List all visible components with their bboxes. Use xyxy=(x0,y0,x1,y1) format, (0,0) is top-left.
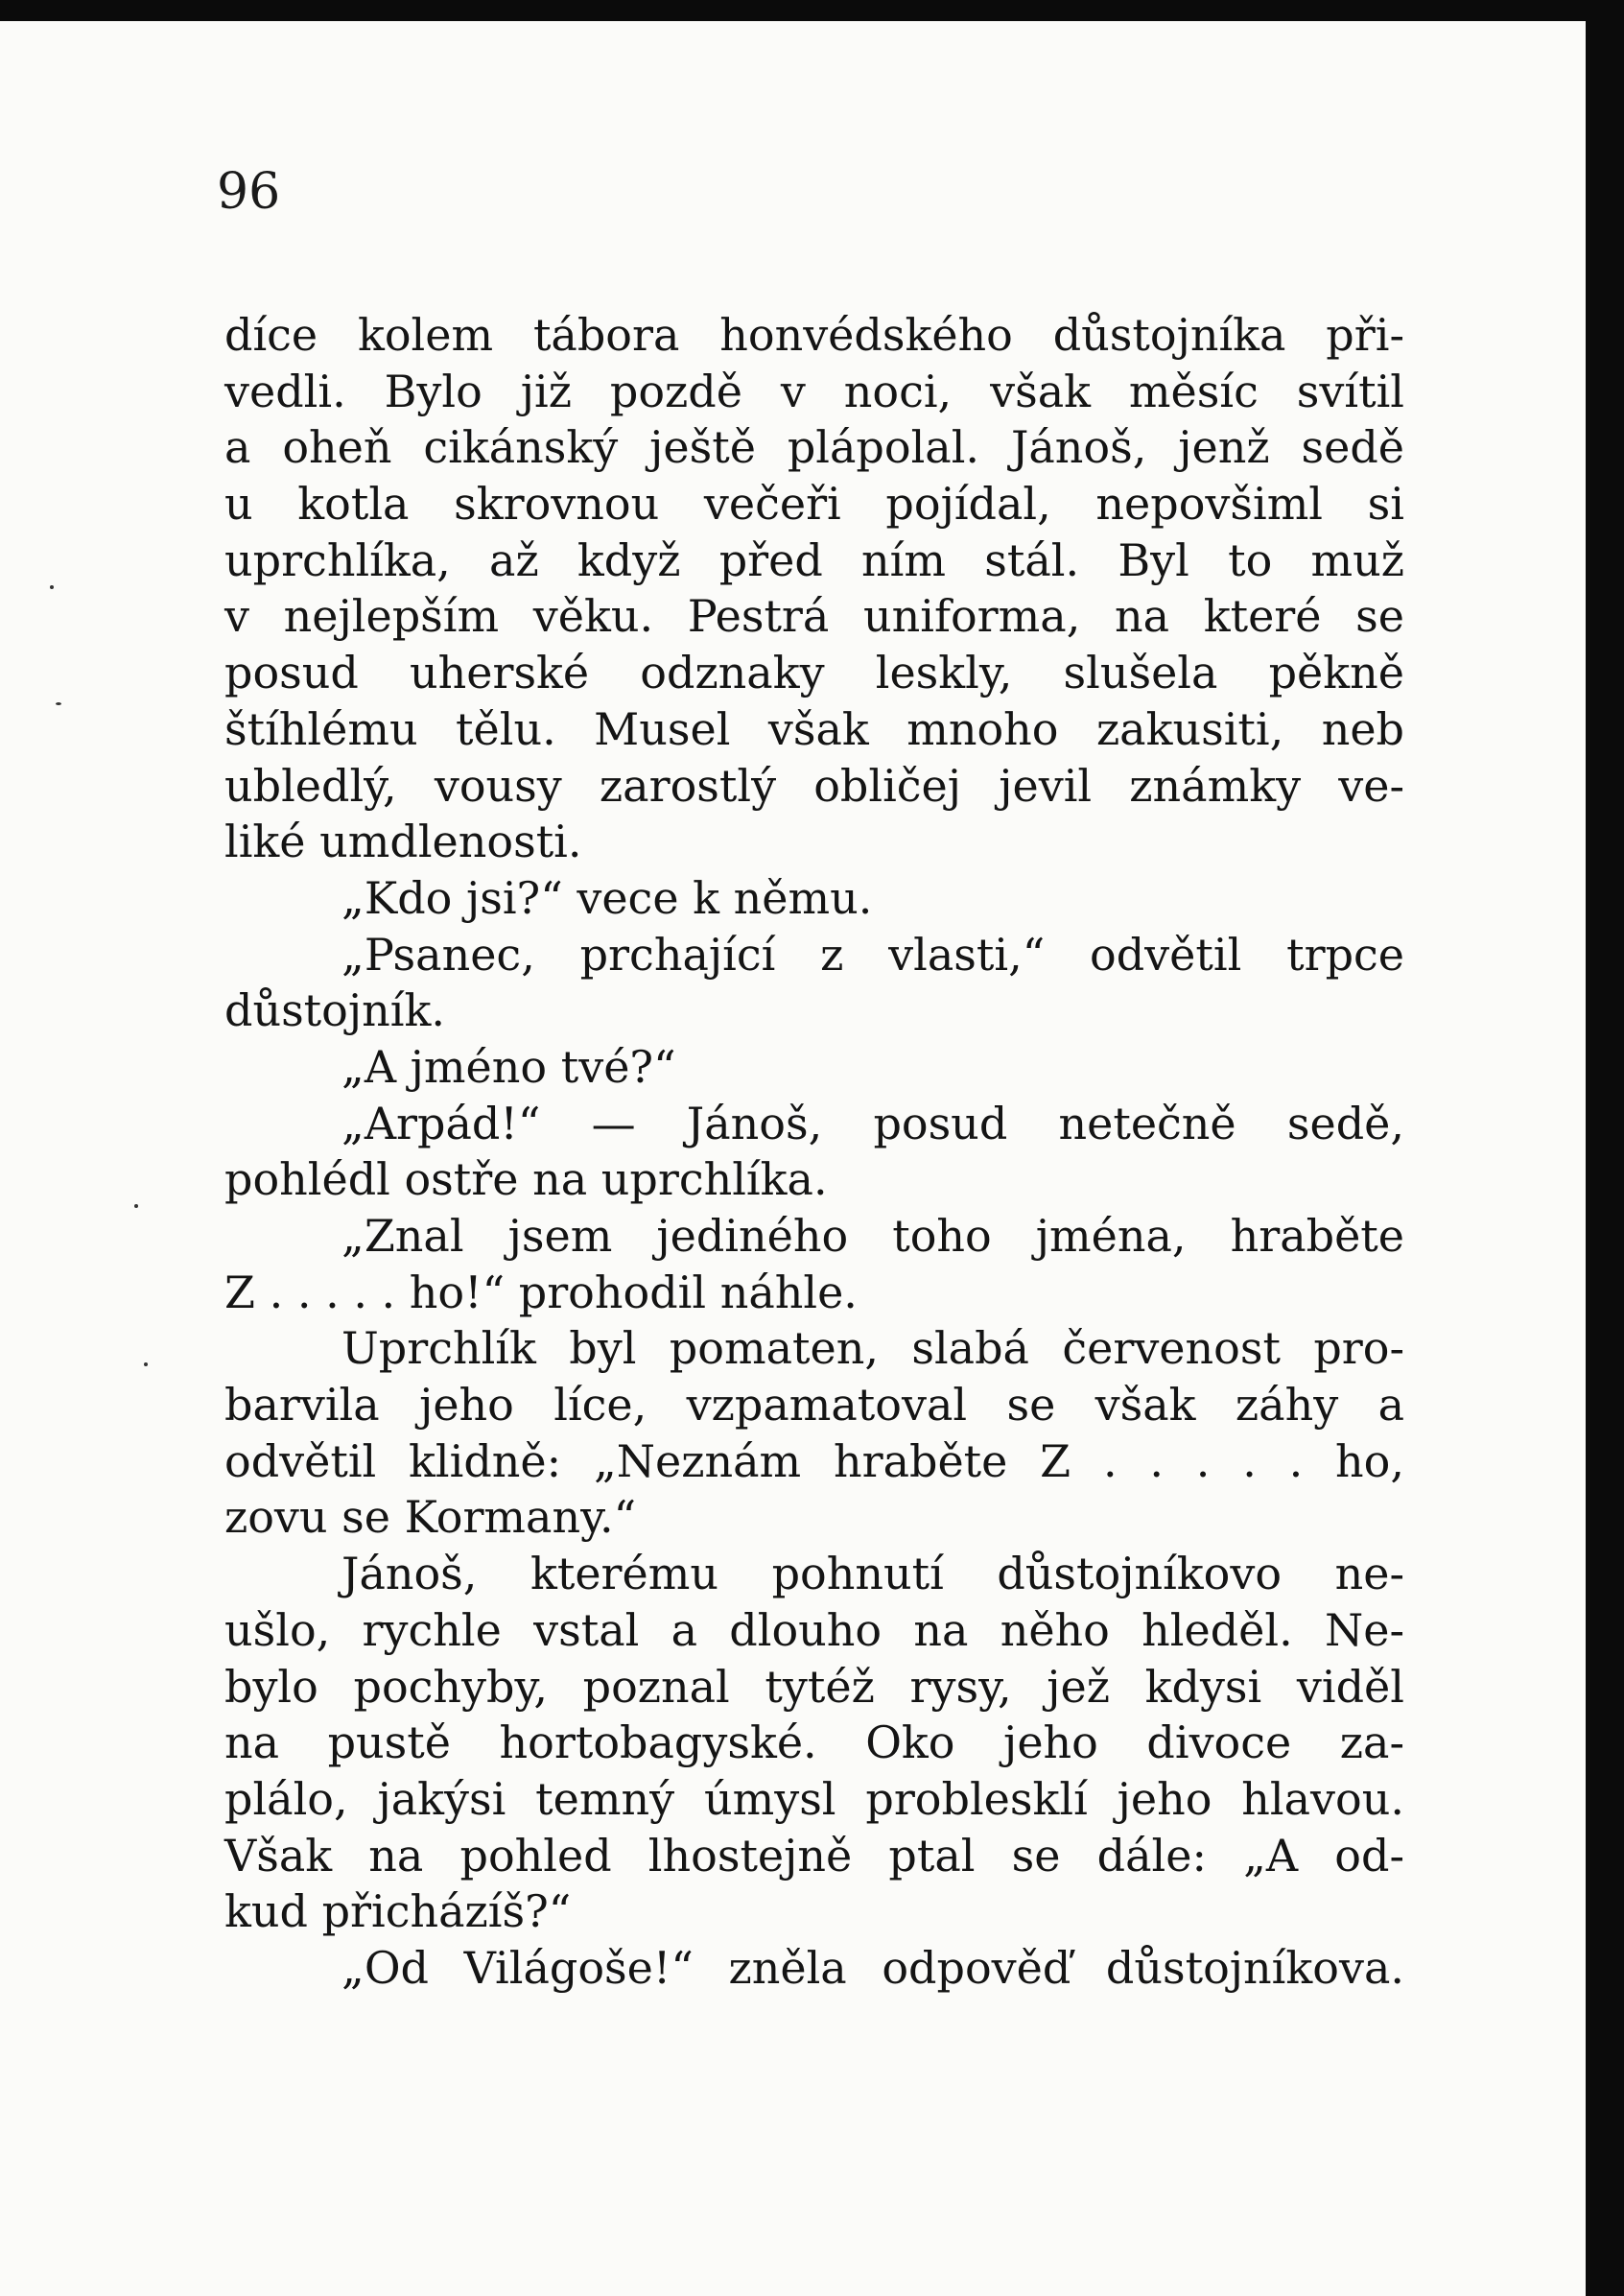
text-line: ušlo, rychle vstal a dlouho na něho hleděl. Ne- xyxy=(224,1603,1404,1656)
text-line: Jánoš, kterému pohnutí důstojníkovo ne- xyxy=(341,1548,1404,1600)
scan-border-right xyxy=(1586,0,1624,2296)
text-line: „Arpád!“ — Jánoš, posud netečně sedě, xyxy=(341,1097,1404,1149)
scan-speck xyxy=(134,1204,138,1208)
text-line: „Psanec, prchající z vlasti,“ odvětil trpce xyxy=(341,928,1404,981)
text-line: bylo pochyby, poznal tytéž rysy, jež kdysi viděl xyxy=(224,1660,1404,1713)
text-line: uprchlíka, až když před ním stál. Byl to muž xyxy=(224,533,1404,586)
text-line: odvětil klidně: „Neznám hraběte Z . . . . . ho, xyxy=(224,1434,1404,1487)
text-line: Však na pohled lhostejně ptal se dále: „A od- xyxy=(224,1829,1404,1882)
text-line: Z . . . . . ho!“ prohodil náhle. xyxy=(224,1266,858,1318)
text-line: důstojník. xyxy=(224,984,445,1037)
text-line: zovu se Kormany.“ xyxy=(224,1491,637,1544)
scan-border-top xyxy=(0,0,1624,21)
text-line: barvila jeho líce, vzpamatoval se však záhy a xyxy=(224,1379,1404,1432)
text-line: v nejlepším věku. Pestrá uniforma, na které se xyxy=(224,590,1404,643)
body-text xyxy=(224,307,1404,1997)
scan-speck xyxy=(144,1362,148,1366)
text-line: štíhlému tělu. Musel však mnoho zakusiti, neb xyxy=(224,702,1404,755)
scan-speck xyxy=(56,702,61,705)
text-line: pohlédl ostře na uprchlíka. xyxy=(224,1153,828,1206)
text-line: posud uherské odznaky leskly, slušela pěkně xyxy=(224,647,1404,699)
text-line: plálo, jakýsi temný úmysl problesklí jeho hlavou. xyxy=(224,1772,1404,1825)
text-line: „A jméno tvé?“ xyxy=(341,1040,676,1093)
text-line: Uprchlík byl pomaten, slabá červenost pro- xyxy=(341,1322,1404,1375)
text-line: „Kdo jsi?“ vece k němu. xyxy=(341,871,873,924)
text-line: a oheň cikánský ještě plápolal. Jánoš, jenž sedě xyxy=(224,421,1404,474)
text-line: kud přicházíš?“ xyxy=(224,1885,572,1938)
text-line: „Od Világoše!“ zněla odpověď důstojníkova. xyxy=(341,1941,1404,1994)
scan-speck xyxy=(50,585,54,589)
page-number: 96 xyxy=(217,163,281,221)
text-line: liké umdlenosti. xyxy=(224,816,582,868)
text-line: „Znal jsem jediného toho jména, hraběte xyxy=(341,1210,1404,1262)
text-line: díce kolem tábora honvédského důstojníka při- xyxy=(224,309,1404,361)
text-line: na pustě hortobagyské. Oko jeho divoce za- xyxy=(224,1716,1404,1769)
text-line: u kotla skrovnou večeři pojídal, nepovšiml si xyxy=(224,478,1404,531)
text-line: ubledlý, vousy zarostlý obličej jevil známky ve- xyxy=(224,759,1404,812)
text-line: vedli. Bylo již pozdě v noci, však měsíc svítil xyxy=(224,365,1404,417)
